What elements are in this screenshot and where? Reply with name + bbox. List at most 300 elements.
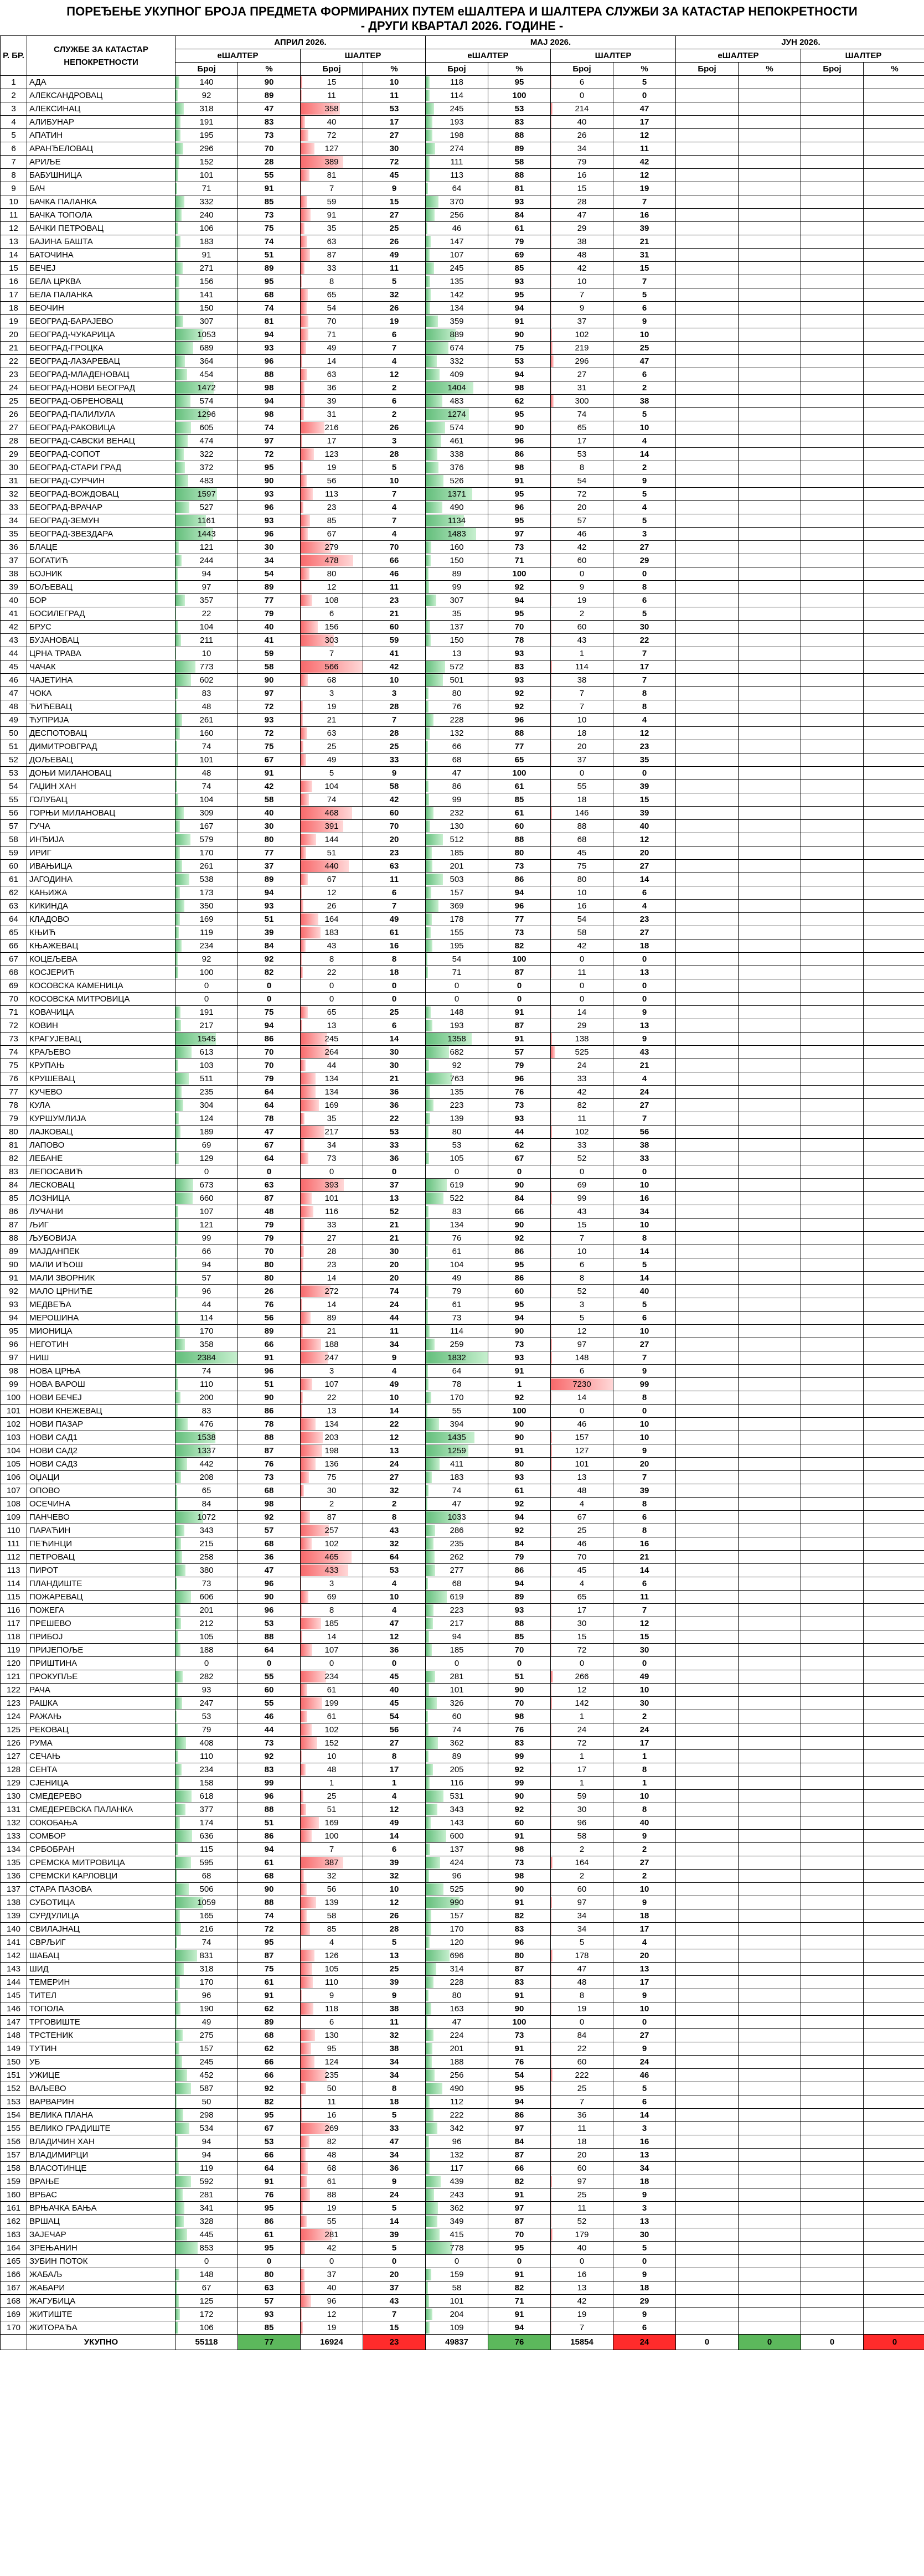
eshalter-data-bar bbox=[175, 1405, 178, 1417]
june-empty-cell bbox=[801, 1139, 864, 1152]
june-empty-cell bbox=[739, 2042, 801, 2056]
eshalter-count-cell bbox=[175, 116, 238, 129]
june-empty-cell bbox=[801, 1471, 864, 1484]
row-number: 128 bbox=[1, 1763, 27, 1777]
percent-cell: 6 bbox=[613, 368, 676, 381]
june-empty-cell bbox=[801, 687, 864, 700]
percent-cell: 36 bbox=[363, 1644, 426, 1657]
june-empty-cell bbox=[801, 2175, 864, 2188]
percent-cell: 30 bbox=[613, 1697, 676, 1710]
eshalter-data-bar bbox=[175, 1604, 180, 1616]
service-name: НОВИ САД1 bbox=[27, 1431, 175, 1444]
june-empty-cell bbox=[739, 2135, 801, 2149]
eshalter-count-cell bbox=[426, 953, 488, 966]
count-value: 269 bbox=[324, 2124, 339, 2133]
june-empty-cell bbox=[676, 182, 739, 195]
shalter-count-cell bbox=[551, 1989, 613, 2002]
count-value: 31 bbox=[327, 410, 337, 419]
shalter-count-cell bbox=[551, 2202, 613, 2215]
count-value: 286 bbox=[450, 1526, 464, 1535]
percent-cell: 96 bbox=[238, 1604, 301, 1617]
count-value: 97 bbox=[577, 1898, 587, 1907]
row-number: 152 bbox=[1, 2082, 27, 2095]
shalter-data-bar bbox=[301, 76, 302, 88]
june-empty-cell bbox=[676, 2149, 739, 2162]
eshalter-count-cell bbox=[426, 1923, 488, 1936]
shalter-count-cell bbox=[301, 1777, 363, 1790]
percent-cell: 95 bbox=[488, 2082, 551, 2095]
percent-cell: 70 bbox=[488, 1644, 551, 1657]
count-value: 199 bbox=[324, 1699, 339, 1708]
percent-cell: 4 bbox=[613, 1072, 676, 1086]
table-row bbox=[1, 1179, 924, 1192]
percent-cell: 7 bbox=[363, 514, 426, 528]
june-empty-cell bbox=[864, 1591, 924, 1604]
count-value: 114 bbox=[575, 662, 589, 672]
shalter-count-cell bbox=[301, 381, 363, 395]
count-value: 4 bbox=[579, 1499, 585, 1509]
percent-cell: 92 bbox=[488, 1763, 551, 1777]
june-empty-cell bbox=[864, 1099, 924, 1112]
count-value: 214 bbox=[575, 104, 589, 113]
shalter-count-cell bbox=[551, 966, 613, 979]
shalter-count-cell bbox=[551, 2029, 613, 2042]
service-name: ТУТИН bbox=[27, 2042, 175, 2056]
june-empty-cell bbox=[676, 793, 739, 807]
table-row bbox=[1, 833, 924, 846]
shalter-count-cell bbox=[551, 1856, 613, 1870]
june-empty-cell bbox=[864, 1883, 924, 1896]
service-name: НОВА ВАРОШ bbox=[27, 1378, 175, 1391]
eshalter-count-cell bbox=[175, 1723, 238, 1737]
subheader-broj: Број bbox=[551, 63, 613, 76]
service-name: ВЛАДИМИРЦИ bbox=[27, 2149, 175, 2162]
percent-cell: 53 bbox=[363, 102, 426, 116]
row-number: 166 bbox=[1, 2268, 27, 2281]
percent-cell: 87 bbox=[238, 1444, 301, 1458]
count-value: 137 bbox=[450, 622, 464, 632]
count-value: 79 bbox=[202, 1725, 211, 1734]
count-value: 579 bbox=[199, 835, 214, 844]
eshalter-data-bar bbox=[426, 2309, 432, 2320]
percent-cell: 90 bbox=[238, 1391, 301, 1405]
june-empty-cell bbox=[801, 169, 864, 182]
count-value: 52 bbox=[577, 1154, 587, 1163]
percent-cell: 90 bbox=[238, 1883, 301, 1896]
shalter-count-cell bbox=[301, 846, 363, 860]
june-empty-cell bbox=[864, 1936, 924, 1949]
eshalter-count-cell bbox=[426, 740, 488, 753]
percent-cell: 91 bbox=[238, 2175, 301, 2188]
june-empty-cell bbox=[801, 634, 864, 647]
june-empty-cell bbox=[864, 435, 924, 448]
service-name: ТИТЕЛ bbox=[27, 1989, 175, 2002]
june-empty-cell bbox=[864, 1989, 924, 2002]
count-value: 46 bbox=[577, 529, 587, 539]
count-value: 185 bbox=[450, 1645, 464, 1655]
count-value: 115 bbox=[200, 1845, 213, 1854]
count-value: 101 bbox=[450, 1685, 464, 1695]
shalter-count-cell bbox=[551, 1830, 613, 1843]
count-value: 190 bbox=[199, 2004, 214, 2014]
shalter-count-cell bbox=[551, 1099, 613, 1112]
shalter-count-cell bbox=[551, 2149, 613, 2162]
june-empty-cell bbox=[801, 2122, 864, 2135]
june-empty-cell bbox=[676, 1856, 739, 1870]
eshalter-data-bar bbox=[426, 475, 443, 487]
june-empty-cell bbox=[864, 1059, 924, 1072]
june-empty-cell bbox=[864, 860, 924, 873]
eshalter-count-cell bbox=[175, 1365, 238, 1378]
june-empty-cell bbox=[676, 820, 739, 833]
count-value: 8 bbox=[579, 1273, 585, 1283]
count-value: 350 bbox=[199, 901, 214, 911]
count-value: 33 bbox=[577, 1074, 587, 1083]
june-empty-cell bbox=[739, 767, 801, 780]
june-empty-cell bbox=[864, 1019, 924, 1033]
count-value: 342 bbox=[450, 2124, 464, 2133]
shalter-count-cell bbox=[301, 222, 363, 235]
eshalter-count-cell bbox=[175, 1949, 238, 1963]
count-value: 37 bbox=[577, 755, 587, 765]
eshalter-data-bar bbox=[175, 196, 184, 208]
subheader-broj: Број bbox=[426, 63, 488, 76]
percent-cell: 7 bbox=[613, 1351, 676, 1365]
count-value: 674 bbox=[450, 343, 464, 353]
count-value: 15 bbox=[327, 78, 337, 87]
percent-cell: 91 bbox=[488, 1365, 551, 1378]
percent-cell: 16 bbox=[613, 2135, 676, 2149]
percent-cell: 47 bbox=[613, 102, 676, 116]
count-value: 25 bbox=[577, 2190, 587, 2200]
percent-cell: 20 bbox=[613, 1949, 676, 1963]
table-row bbox=[1, 102, 924, 116]
june-empty-cell bbox=[739, 116, 801, 129]
service-name: СВРЉИГ bbox=[27, 1936, 175, 1949]
eshalter-data-bar bbox=[175, 1126, 180, 1138]
shalter-count-cell bbox=[551, 1258, 613, 1272]
eshalter-data-bar bbox=[426, 2003, 431, 2015]
row-number: 146 bbox=[1, 2002, 27, 2016]
percent-cell: 45 bbox=[363, 169, 426, 182]
percent-cell: 56 bbox=[363, 1723, 426, 1737]
count-value: 170 bbox=[450, 1393, 464, 1402]
shalter-data-bar bbox=[301, 874, 308, 885]
june-empty-cell bbox=[739, 793, 801, 807]
eshalter-data-bar bbox=[175, 2229, 187, 2241]
row-number: 114 bbox=[1, 1577, 27, 1591]
eshalter-count-cell bbox=[426, 807, 488, 820]
eshalter-data-bar bbox=[426, 1498, 427, 1510]
eshalter-data-bar bbox=[175, 1020, 181, 1031]
shalter-count-cell bbox=[551, 873, 613, 886]
percent-cell: 30 bbox=[238, 820, 301, 833]
eshalter-count-cell bbox=[426, 979, 488, 993]
eshalter-data-bar bbox=[175, 475, 188, 487]
eshalter-count-cell bbox=[426, 1112, 488, 1126]
count-value: 474 bbox=[199, 436, 214, 446]
june-empty-cell bbox=[801, 2281, 864, 2295]
percent-cell: 55 bbox=[238, 1670, 301, 1684]
june-empty-cell bbox=[739, 1059, 801, 1072]
percent-cell: 0 bbox=[363, 993, 426, 1006]
count-value: 245 bbox=[324, 1034, 339, 1044]
eshalter-count-cell bbox=[175, 1816, 238, 1830]
col-header-service: СЛУЖБЕ ЗА КАТАСТАР НЕПОКРЕТНОСТИ bbox=[27, 36, 175, 76]
eshalter-count-cell bbox=[426, 900, 488, 913]
june-empty-cell bbox=[864, 381, 924, 395]
percent-cell: 95 bbox=[488, 1258, 551, 1272]
count-value: 7 bbox=[329, 649, 334, 658]
service-name: ПЕЋИНЦИ bbox=[27, 1537, 175, 1551]
eshalter-data-bar bbox=[175, 369, 187, 380]
count-value: 148 bbox=[199, 2270, 214, 2279]
june-empty-cell bbox=[801, 554, 864, 567]
table-row bbox=[1, 926, 924, 939]
table-row bbox=[1, 116, 924, 129]
count-value: 140 bbox=[199, 78, 214, 87]
shalter-data-bar bbox=[301, 754, 306, 766]
june-empty-cell bbox=[676, 1219, 739, 1232]
service-name: МАЛИ ЗВОРНИК bbox=[27, 1272, 175, 1285]
june-empty-cell bbox=[739, 1936, 801, 1949]
table-row bbox=[1, 1630, 924, 1644]
subheader-pct: % bbox=[488, 63, 551, 76]
count-value: 49 bbox=[327, 343, 337, 353]
june-empty-cell bbox=[864, 1405, 924, 1418]
count-value: 97 bbox=[577, 2177, 587, 2186]
percent-cell: 80 bbox=[488, 1458, 551, 1471]
count-value: 307 bbox=[450, 596, 464, 605]
row-number: 26 bbox=[1, 408, 27, 421]
eshalter-data-bar bbox=[426, 1644, 432, 1656]
table-row bbox=[1, 381, 924, 395]
count-value: 433 bbox=[324, 1566, 339, 1575]
june-empty-cell bbox=[864, 1737, 924, 1750]
count-value: 15 bbox=[577, 1632, 587, 1641]
eshalter-count-cell bbox=[426, 501, 488, 514]
eshalter-count-cell bbox=[175, 1989, 238, 2002]
count-value: 55 bbox=[452, 1406, 462, 1416]
percent-cell: 3 bbox=[613, 528, 676, 541]
service-name: КРАГУЈЕВАЦ bbox=[27, 1033, 175, 1046]
june-empty-cell bbox=[739, 1006, 801, 1019]
percent-cell: 66 bbox=[238, 2056, 301, 2069]
june-empty-cell bbox=[864, 1219, 924, 1232]
service-name: НИШ bbox=[27, 1351, 175, 1365]
percent-cell: 24 bbox=[613, 1086, 676, 1099]
row-number: 22 bbox=[1, 355, 27, 368]
count-value: 33 bbox=[327, 264, 337, 273]
count-value: 34 bbox=[577, 1911, 587, 1921]
service-name: РАЖАЊ bbox=[27, 1710, 175, 1723]
june-empty-cell bbox=[801, 873, 864, 886]
eshalter-count-cell bbox=[175, 275, 238, 288]
eshalter-count-cell bbox=[175, 1777, 238, 1790]
percent-cell: 36 bbox=[363, 1152, 426, 1165]
percent-cell: 32 bbox=[363, 2029, 426, 2042]
shalter-count-cell bbox=[301, 1484, 363, 1498]
eshalter-count-cell bbox=[426, 1936, 488, 1949]
shalter-count-cell bbox=[301, 979, 363, 993]
eshalter-count-cell bbox=[175, 514, 238, 528]
june-empty-cell bbox=[739, 1099, 801, 1112]
percent-cell: 5 bbox=[363, 461, 426, 474]
eshalter-data-bar bbox=[426, 1485, 429, 1496]
june-empty-cell bbox=[676, 541, 739, 554]
eshalter-count-cell bbox=[175, 2042, 238, 2056]
count-value: 619 bbox=[450, 1180, 464, 1190]
count-value: 1483 bbox=[447, 529, 466, 539]
percent-cell: 0 bbox=[363, 2255, 426, 2268]
percent-cell: 32 bbox=[363, 1870, 426, 1883]
shalter-data-bar bbox=[301, 2162, 308, 2174]
percent-cell: 2 bbox=[363, 381, 426, 395]
row-number: 87 bbox=[1, 1219, 27, 1232]
june-empty-cell bbox=[801, 1644, 864, 1657]
service-name: УЖИЦЕ bbox=[27, 2069, 175, 2082]
shalter-count-cell bbox=[301, 448, 363, 461]
percent-cell: 24 bbox=[363, 2188, 426, 2202]
june-empty-cell bbox=[739, 2295, 801, 2308]
june-empty-cell bbox=[864, 209, 924, 222]
count-value: 95 bbox=[327, 2044, 337, 2053]
row-number: 135 bbox=[1, 1856, 27, 1870]
count-value: 60 bbox=[452, 1712, 462, 1721]
service-name: ДОЊИ МИЛАНОВАЦ bbox=[27, 767, 175, 780]
shalter-count-cell bbox=[301, 1670, 363, 1684]
june-empty-cell bbox=[739, 1551, 801, 1564]
service-name: КРАЉЕВО bbox=[27, 1046, 175, 1059]
row-number: 106 bbox=[1, 1471, 27, 1484]
count-value: 191 bbox=[199, 117, 214, 127]
eshalter-data-bar bbox=[175, 302, 179, 314]
shalter-count-cell bbox=[301, 1099, 363, 1112]
table-row bbox=[1, 1391, 924, 1405]
percent-cell: 86 bbox=[238, 1405, 301, 1418]
june-empty-cell bbox=[676, 966, 739, 979]
service-name: БЕОГРАД-ПАЛИЛУЛА bbox=[27, 408, 175, 421]
eshalter-data-bar bbox=[426, 2069, 435, 2081]
table-row bbox=[1, 2029, 924, 2042]
june-empty-cell bbox=[676, 2109, 739, 2122]
eshalter-data-bar bbox=[426, 1844, 430, 1855]
count-value: 10 bbox=[327, 1752, 337, 1761]
count-value: 104 bbox=[199, 795, 214, 804]
row-number: 71 bbox=[1, 1006, 27, 1019]
shalter-count-cell bbox=[301, 1816, 363, 1830]
eshalter-count-cell bbox=[175, 793, 238, 807]
table-row bbox=[1, 1644, 924, 1657]
service-name: КЛАДОВО bbox=[27, 913, 175, 926]
june-empty-cell bbox=[801, 621, 864, 634]
row-number: 5 bbox=[1, 129, 27, 142]
eshalter-count-cell bbox=[426, 2069, 488, 2082]
percent-cell: 68 bbox=[238, 1484, 301, 1498]
percent-cell: 26 bbox=[363, 421, 426, 435]
count-value: 0 bbox=[454, 1659, 460, 1668]
count-value: 217 bbox=[450, 1619, 464, 1628]
june-empty-cell bbox=[739, 727, 801, 740]
june-empty-cell bbox=[676, 621, 739, 634]
june-empty-cell bbox=[739, 1351, 801, 1365]
eshalter-data-bar bbox=[175, 1565, 185, 1576]
count-value: 155 bbox=[450, 928, 464, 937]
shalter-count-cell bbox=[301, 1205, 363, 1219]
june-empty-cell bbox=[739, 156, 801, 169]
june-empty-cell bbox=[739, 1843, 801, 1856]
eshalter-data-bar bbox=[426, 1591, 447, 1603]
count-value: 1059 bbox=[197, 1898, 216, 1907]
table-row bbox=[1, 2175, 924, 2188]
percent-cell: 53 bbox=[363, 1126, 426, 1139]
service-name: ГУЧА bbox=[27, 820, 175, 833]
count-value: 11 bbox=[577, 2124, 586, 2133]
eshalter-count-cell bbox=[426, 2295, 488, 2308]
row-number: 19 bbox=[1, 315, 27, 328]
table-row bbox=[1, 2295, 924, 2308]
eshalter-data-bar bbox=[426, 2162, 430, 2174]
table-row bbox=[1, 780, 924, 793]
row-number: 84 bbox=[1, 1179, 27, 1192]
count-value: 7 bbox=[579, 702, 585, 711]
count-value: 84 bbox=[202, 1499, 211, 1509]
count-value: 332 bbox=[199, 197, 214, 207]
percent-cell: 53 bbox=[363, 1564, 426, 1577]
eshalter-count-cell bbox=[426, 209, 488, 222]
count-value: 34 bbox=[577, 144, 587, 153]
percent-cell: 93 bbox=[488, 1112, 551, 1126]
percent-cell: 87 bbox=[488, 1963, 551, 1976]
row-number: 103 bbox=[1, 1431, 27, 1444]
percent-cell: 28 bbox=[363, 448, 426, 461]
eshalter-data-bar bbox=[426, 143, 435, 154]
shalter-count-cell bbox=[551, 1843, 613, 1856]
count-value: 506 bbox=[199, 1885, 214, 1894]
count-value: 391 bbox=[324, 822, 339, 831]
eshalter-count-cell bbox=[175, 1657, 238, 1670]
row-number: 11 bbox=[1, 209, 27, 222]
row-number: 39 bbox=[1, 581, 27, 594]
count-value: 49 bbox=[452, 1273, 462, 1283]
percent-cell: 89 bbox=[488, 1591, 551, 1604]
shalter-count-cell bbox=[551, 1405, 613, 1418]
shalter-data-bar bbox=[301, 1405, 302, 1417]
eshalter-data-bar bbox=[175, 1193, 193, 1204]
percent-cell: 53 bbox=[238, 1617, 301, 1630]
june-empty-cell bbox=[739, 1896, 801, 1909]
june-empty-cell bbox=[801, 1511, 864, 1524]
percent-cell: 91 bbox=[488, 1989, 551, 2002]
count-value: 110 bbox=[325, 1978, 338, 1987]
row-number: 161 bbox=[1, 2202, 27, 2215]
count-value: 143 bbox=[450, 1818, 464, 1828]
count-value: 200 bbox=[199, 1393, 214, 1402]
count-value: 0 bbox=[454, 2257, 460, 2266]
count-value: 44 bbox=[202, 1300, 211, 1309]
june-empty-cell bbox=[676, 142, 739, 156]
june-empty-cell bbox=[739, 1737, 801, 1750]
count-value: 108 bbox=[324, 596, 339, 605]
june-empty-cell bbox=[864, 767, 924, 780]
shalter-count-cell bbox=[551, 2175, 613, 2188]
percent-cell: 6 bbox=[613, 2321, 676, 2335]
shalter-count-cell bbox=[551, 1524, 613, 1537]
count-value: 74 bbox=[202, 742, 211, 751]
percent-cell: 43 bbox=[613, 1046, 676, 1059]
percent-cell: 95 bbox=[488, 488, 551, 501]
june-empty-cell bbox=[739, 2056, 801, 2069]
